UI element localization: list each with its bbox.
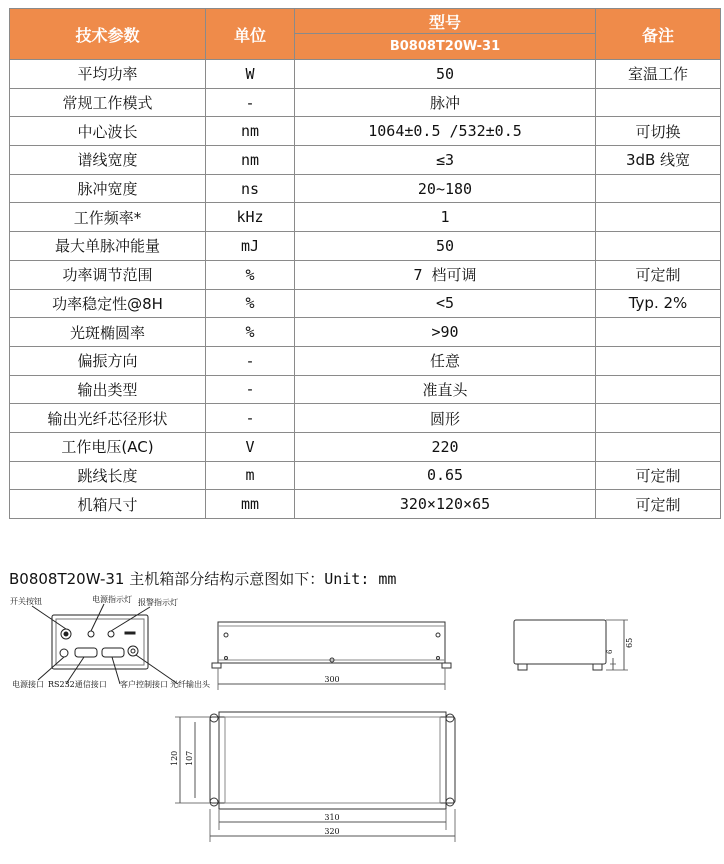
value-cell: 0.65 — [295, 461, 596, 490]
unit-cell: V — [206, 432, 295, 461]
param-cell: 功率稳定性@8H — [10, 289, 206, 318]
label-power-port: 电源接口 — [12, 680, 44, 689]
label-fiber-head: 光纤输出头 — [170, 680, 210, 689]
value-cell: 20~180 — [295, 174, 596, 203]
value-cell: ≤3 — [295, 146, 596, 175]
value-cell: 1064±0.5 /532±0.5 — [295, 117, 596, 146]
label-client-port: 客户控制接口 — [120, 680, 168, 689]
remark-cell: 可定制 — [596, 260, 721, 289]
dim-top-length-outer: 320 — [324, 827, 340, 836]
header-model-group: 型号 — [295, 9, 596, 34]
value-cell: 1 — [295, 203, 596, 232]
remark-cell: 3dB 线宽 — [596, 146, 721, 175]
param-cell: 功率调节范围 — [10, 260, 206, 289]
remark-cell: 可定制 — [596, 490, 721, 519]
label-power-led: 电源指示灯 — [92, 595, 132, 604]
param-cell: 偏振方向 — [10, 346, 206, 375]
param-cell: 中心波长 — [10, 117, 206, 146]
client-port-icon — [102, 648, 124, 657]
value-cell: 50 — [295, 232, 596, 261]
param-cell: 常规工作模式 — [10, 88, 206, 117]
rs232-port-icon — [75, 648, 97, 657]
top-view — [175, 712, 455, 842]
value-cell: 220 — [295, 432, 596, 461]
dim-top-width-inner: 107 — [185, 750, 194, 766]
label-switch: 开关按钮 — [10, 597, 42, 606]
param-cell: 谱线宽度 — [10, 146, 206, 175]
front-panel-view — [32, 604, 178, 684]
dim-side-length: 300 — [324, 675, 340, 684]
unit-cell: mm — [206, 490, 295, 519]
unit-cell: mJ — [206, 232, 295, 261]
param-cell: 光斑椭圆率 — [10, 318, 206, 347]
param-cell: 工作电压(AC) — [10, 432, 206, 461]
unit-cell: % — [206, 289, 295, 318]
dim-end-foot: 6 — [606, 649, 614, 654]
value-cell: 50 — [295, 60, 596, 89]
header-remark: 备注 — [596, 9, 721, 60]
side-view-outline — [218, 622, 445, 663]
value-cell: 任意 — [295, 346, 596, 375]
header-param: 技术参数 — [10, 9, 206, 60]
caption-text: B0808T20W-31 主机箱部分结构示意图如下： — [9, 570, 325, 588]
param-cell: 工作频率* — [10, 203, 206, 232]
alarm-led-icon — [108, 631, 114, 637]
unit-cell: - — [206, 346, 295, 375]
remark-cell: 可切换 — [596, 117, 721, 146]
unit-cell: - — [206, 404, 295, 433]
unit-cell: - — [206, 375, 295, 404]
value-cell: 脉冲 — [295, 88, 596, 117]
front-panel-inner — [56, 619, 144, 665]
param-cell: 机箱尺寸 — [10, 490, 206, 519]
unit-cell: m — [206, 461, 295, 490]
end-view-outline — [514, 620, 606, 664]
value-cell: 准直头 — [295, 375, 596, 404]
value-cell: >90 — [295, 318, 596, 347]
unit-cell: % — [206, 260, 295, 289]
param-cell: 跳线长度 — [10, 461, 206, 490]
value-cell: <5 — [295, 289, 596, 318]
param-cell: 输出光纤芯径形状 — [10, 404, 206, 433]
power-port-icon — [60, 649, 68, 657]
unit-cell: W — [206, 60, 295, 89]
header-model: B0808T20W-31 — [295, 34, 596, 60]
value-cell: 320×120×65 — [295, 490, 596, 519]
top-view-outline — [219, 712, 446, 809]
label-rs232: RS232通信接口 — [48, 680, 107, 689]
unit-cell: ns — [206, 174, 295, 203]
header-unit: 单位 — [206, 9, 295, 60]
param-cell: 平均功率 — [10, 60, 206, 89]
remark-cell: 室温工作 — [596, 60, 721, 89]
remark-cell: Typ. 2% — [596, 289, 721, 318]
value-cell: 7 档可调 — [295, 260, 596, 289]
remark-cell: 可定制 — [596, 461, 721, 490]
value-cell: 圆形 — [295, 404, 596, 433]
unit-cell: kHz — [206, 203, 295, 232]
param-cell: 输出类型 — [10, 375, 206, 404]
unit-cell: nm — [206, 117, 295, 146]
param-cell: 脉冲宽度 — [10, 174, 206, 203]
param-cell: 最大单脉冲能量 — [10, 232, 206, 261]
dim-top-width-outer: 120 — [170, 750, 179, 766]
front-panel-outline — [52, 615, 148, 669]
dim-end-height: 65 — [625, 637, 634, 648]
unit-cell: - — [206, 88, 295, 117]
unit-cell: % — [206, 318, 295, 347]
end-view — [514, 620, 628, 670]
fiber-output-icon — [128, 646, 138, 656]
power-led-icon — [88, 631, 94, 637]
caption-unit: Unit: mm — [324, 570, 397, 588]
top-view-base — [210, 717, 455, 803]
dim-top-length-inner: 310 — [324, 813, 340, 822]
unit-cell: nm — [206, 146, 295, 175]
label-alarm-led: 报警指示灯 — [138, 598, 178, 607]
